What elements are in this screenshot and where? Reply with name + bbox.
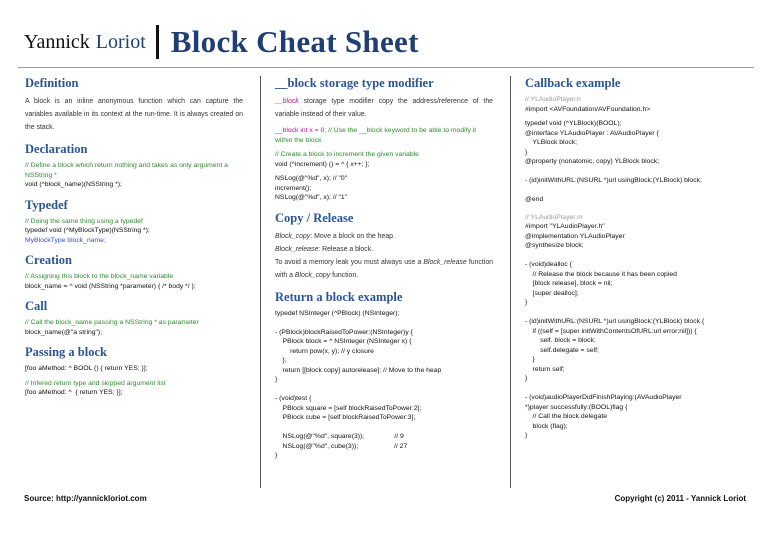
storage-text (275, 95, 493, 121)
code-line: void (^block_name)(NSString *); (25, 181, 122, 188)
definition-text: A block is an inline anonymous function which can capture the variables available in its context at the run-time. It is always created on the stack. (25, 98, 243, 131)
author-last: Loriot (95, 30, 146, 53)
page-header (24, 20, 419, 64)
import-line: #import "YLAudioPlayer.h" (525, 223, 605, 230)
column-right (525, 76, 750, 449)
section-title: Callback example (525, 76, 621, 90)
copy-line (275, 230, 493, 243)
section-title: Return a block example (275, 289, 403, 304)
code-comment: // Doing the same thing using a typedef (25, 217, 143, 225)
section-title: Copy / Release (275, 210, 354, 225)
column-left (25, 76, 243, 406)
code-fragment: __block int x = 0; (275, 127, 327, 134)
code-line: block_name(@"a string"); (25, 328, 103, 336)
column-separator (510, 76, 511, 488)
function-name: Block_copy (294, 271, 331, 279)
code-block: @implementation YLAudioPlayer @synthesize block; - (void)dealloc { // Release the block because it has been copied [block release], block = nil; [super dealloc]; } - (id)initWithURL:(NSURL *)url usingBlock:(YLBlock) block { if ((self = [super initWithContentsOfURL:url error:nil])) { self. block = block; self.delegate = self; } return self; } - (void)audioPlayerDidFinishPlaying:(AVAudioPlayer *)player successfully:(BOOL)flag { // Call the block delegate block (flag); } (525, 232, 705, 439)
file-name: // YLAudioPlayer.h (525, 96, 581, 103)
code-block: typedef void (^YLBlock)(BOOL); @interface YLAudioPlayer : AVAudioPlayer { YLBlock block; } @property (nonatomic, copy) YLBlock block; - (id)initWithURL:(NSURL *)url usingBlock:(YLBlock) block; @end (525, 120, 702, 203)
file-name: // YLAudioPlayer.m (525, 213, 583, 221)
import-text: #import <AVFoundation/AVFoundation.h> (525, 105, 651, 113)
author-first: Yannick (24, 30, 90, 53)
code-line: [foo aMethod: ^ BOOL () { return YES; }]; (25, 365, 148, 372)
header-divider (156, 25, 159, 59)
column-separator (260, 76, 261, 488)
code-line: MyBlockType block_name; (25, 236, 106, 244)
section-creation (25, 253, 243, 291)
note-text: function. (330, 271, 359, 279)
code-line: block_name = ^ void (NSString *parameter) { /* body */ }; (25, 282, 196, 290)
code-comment: // Assigning this block to the block_name variable (25, 273, 174, 280)
section-declaration (25, 142, 243, 190)
note-text: To avoid a memory leak you must always use a (275, 258, 424, 266)
release-text: : Release a block. (318, 245, 374, 253)
import-line (525, 105, 750, 115)
header-rule (18, 67, 754, 68)
storage-text-rest: storage type modifier copy the address/reference of the variable instead of their value. (275, 98, 493, 118)
code-block: typedef NSInteger (^PBlock) (NSInteger); - (PBlock)blockRaisedToPower:(NSInteger)y { PBlock block = ^ NSInteger (NSInteger x) { return pow(x, y); // y closure }; return [[block copy] autorelease]; // Move to the heap } - (void)test { PBlock square = [self blockRaisedToPower:2]; PBlock cube = [self blockRaisedToPower:3]; NSLog(@"%d", square(3)); // 9 NSLog(@"%d", cube(3)); // 27 } (275, 309, 442, 459)
footer-source: Source: http://yannickloriot.com (24, 494, 147, 503)
code-line: [foo aMethod: ^ { return YES; }]; (25, 389, 123, 396)
section-title: Passing a block (25, 345, 107, 359)
section-passing-block (25, 345, 243, 398)
code-line (275, 126, 493, 145)
section-title: Call (25, 299, 48, 313)
code-comment: // Infered return type and skipped argument list (25, 379, 166, 387)
column-middle (275, 76, 493, 469)
section-copy-release (275, 211, 493, 282)
section-typedef (25, 198, 243, 246)
page-title: Block Cheat Sheet (170, 24, 419, 59)
code-line: NSLog(@"%d", x); // "0" (275, 175, 348, 182)
copy-text: : Move a block on the heap. (310, 232, 395, 240)
code-comment: // Create a block to increment the given variable (275, 151, 419, 158)
section-title: Declaration (25, 142, 88, 156)
keyword-text: __block (275, 98, 299, 105)
code-line: increment(); (275, 184, 312, 192)
section-return-block (275, 290, 493, 461)
code-comment: // Define a block which return nothing and takes as only argument a NSString * (25, 162, 228, 179)
section-block-storage (275, 76, 493, 203)
code-line: typedef void (^MyBlockType)(NSString *); (25, 227, 150, 234)
note-text: function with a (275, 258, 493, 279)
author-name (24, 31, 146, 54)
footer-copyright: Copyright (c) 2011 - Yannick Loriot (614, 494, 746, 503)
release-line (275, 243, 493, 256)
section-callback (525, 76, 750, 441)
section-title: Creation (25, 253, 72, 267)
code-comment: // Call the block_name passing a NSString * as parameter (25, 319, 199, 326)
section-definition (25, 76, 243, 134)
section-title: Definition (25, 76, 79, 90)
function-name: Block_release (423, 258, 467, 266)
memory-leak-note (275, 256, 493, 282)
code-line: void (^increment) () = ^ { x++; }; (275, 160, 370, 168)
section-call (25, 299, 243, 337)
section-title: __block storage type modifier (275, 76, 434, 90)
code-line: NSLog(@"%d", x); // "1" (275, 194, 348, 201)
section-title: Typedef (25, 197, 68, 212)
function-name: Block_release (275, 245, 319, 253)
code-comment: // Use the __block keyword to be able to modify it within the block (275, 127, 477, 144)
function-name: Block_copy (275, 232, 311, 240)
